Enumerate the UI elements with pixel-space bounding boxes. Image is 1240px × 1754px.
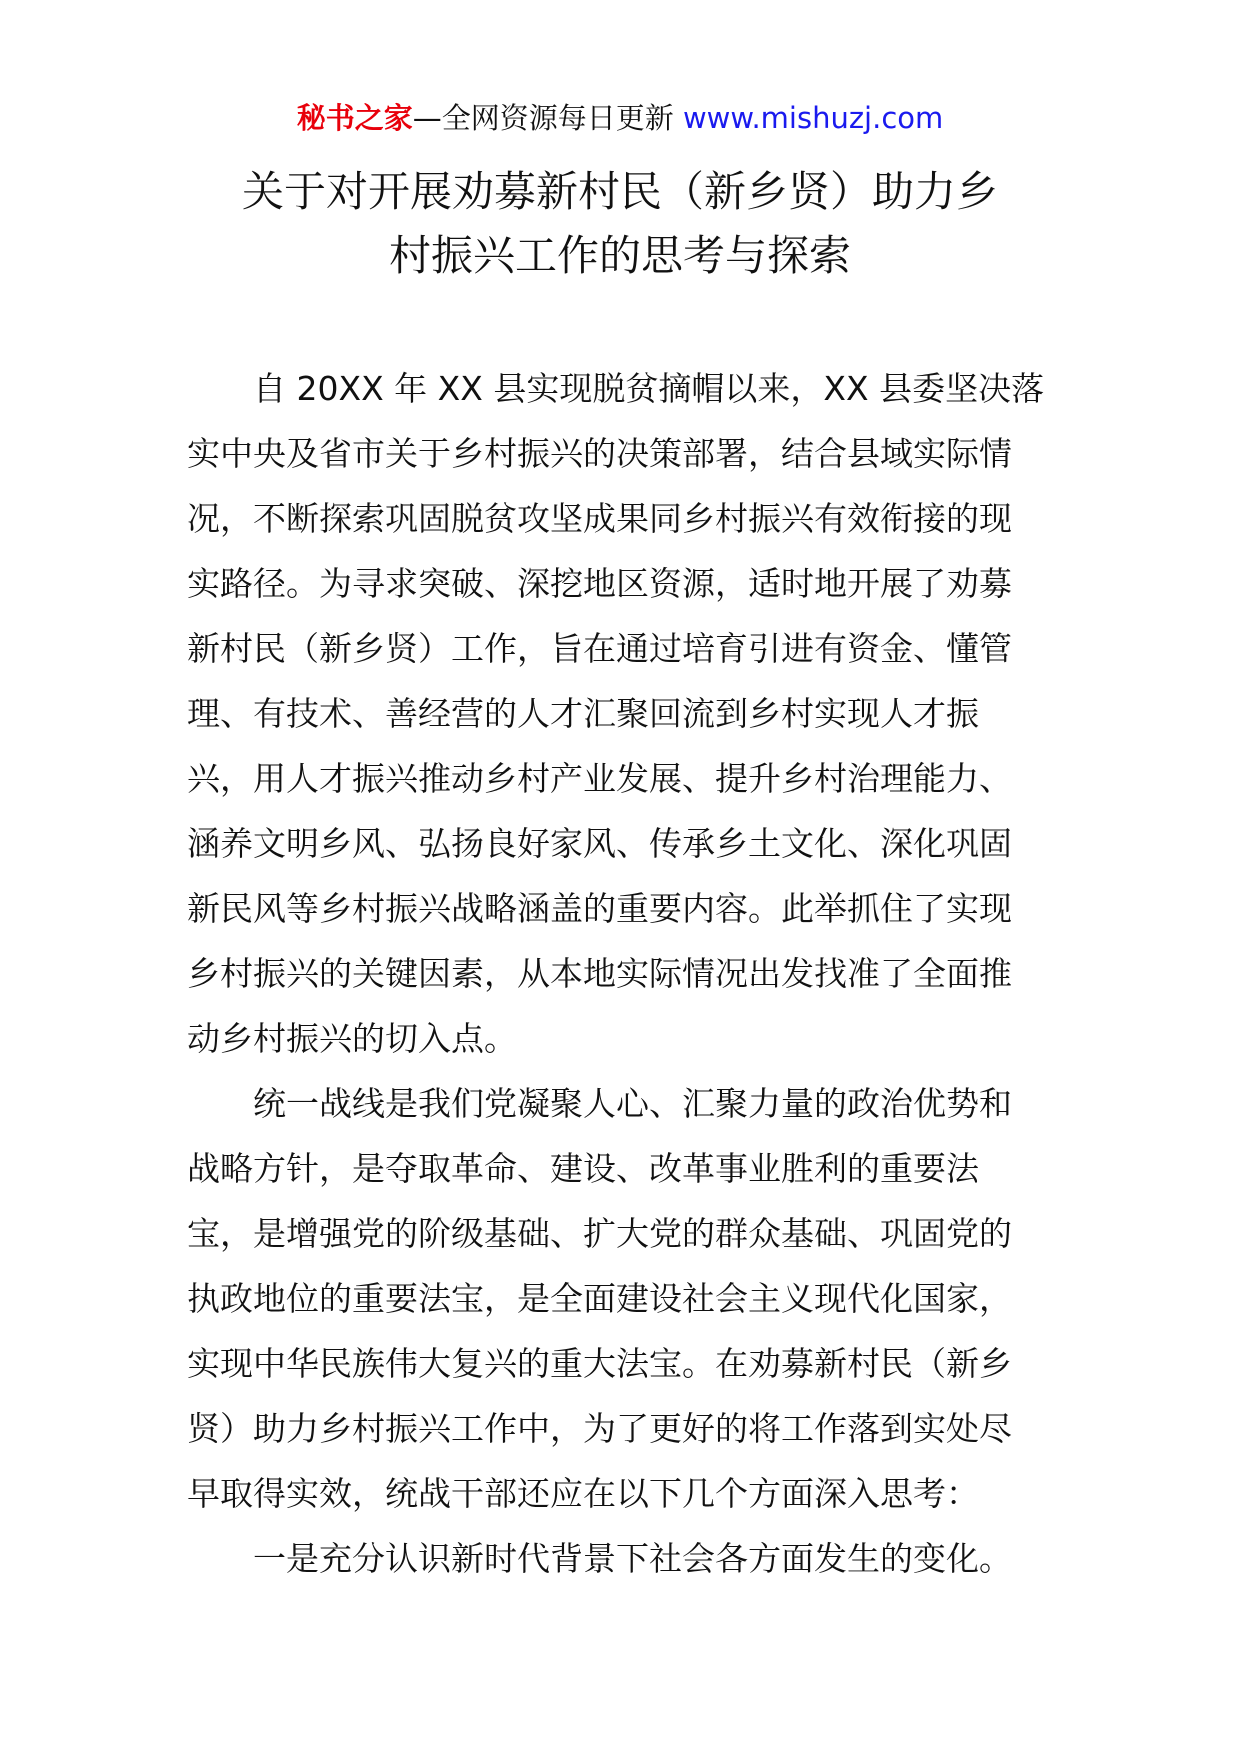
paragraph-line: 动乡村振兴的切入点。 xyxy=(187,1019,517,1058)
site-header xyxy=(0,98,1240,138)
paragraph-1 xyxy=(187,356,1053,1071)
title-line: 关于对开展劝募新村民（新乡贤）助力乡 xyxy=(241,167,998,216)
paragraph-line: 一是充分认识新时代背景下社会各方面发生的变化。 xyxy=(253,1539,1012,1578)
paragraph-line: 实现中华民族伟大复兴的重大法宝。在劝募新村民（新乡 xyxy=(187,1344,1012,1383)
site-url-link[interactable]: www.mishuzj.com xyxy=(682,101,944,135)
paragraph-line: 早取得实效，统战干部还应在以下几个方面深入思考： xyxy=(187,1474,979,1513)
paragraph-line: 统一战线是我们党凝聚人心、汇聚力量的政治优势和 xyxy=(253,1084,1012,1123)
paragraph-line: 新村民（新乡贤）工作，旨在通过培育引进有资金、懂管 xyxy=(187,629,1012,668)
title-line: 村振兴工作的思考与探索 xyxy=(388,231,851,280)
paragraph-line: 乡村振兴的关键因素，从本地实际情况出发找准了全面推 xyxy=(187,954,1012,993)
header-tagline: —全网资源每日更新 xyxy=(412,101,674,135)
paragraph-line: 战略方针，是夺取革命、建设、改革事业胜利的重要法 xyxy=(187,1149,979,1188)
brand-name: 秘书之家 xyxy=(296,101,413,135)
paragraph-line: 自 20XX 年 XX 县实现脱贫摘帽以来，XX 县委坚决落 xyxy=(253,369,1045,408)
paragraph-line: 宝，是增强党的阶级基础、扩大党的群众基础、巩固党的 xyxy=(187,1214,1012,1253)
document-title xyxy=(150,160,1090,288)
paragraph-line: 兴，用人才振兴推动乡村产业发展、提升乡村治理能力、 xyxy=(187,759,1012,798)
paragraph-2 xyxy=(187,1071,1053,1526)
paragraph-line: 新民风等乡村振兴战略涵盖的重要内容。此举抓住了实现 xyxy=(187,889,1012,928)
paragraph-line: 执政地位的重要法宝，是全面建设社会主义现代化国家， xyxy=(187,1279,1012,1318)
paragraph-line: 贤）助力乡村振兴工作中，为了更好的将工作落到实处尽 xyxy=(187,1409,1012,1448)
paragraph-3 xyxy=(187,1526,1053,1591)
paragraph-line: 实路径。为寻求突破、深挖地区资源，适时地开展了劝募 xyxy=(187,564,1012,603)
paragraph-line: 涵养文明乡风、弘扬良好家风、传承乡土文化、深化巩固 xyxy=(187,824,1012,863)
paragraph-line: 实中央及省市关于乡村振兴的决策部署，结合县域实际情 xyxy=(187,434,1012,473)
document-body xyxy=(187,356,1053,1591)
paragraph-line: 理、有技术、善经营的人才汇聚回流到乡村实现人才振 xyxy=(187,694,979,733)
paragraph-line: 况，不断探索巩固脱贫攻坚成果同乡村振兴有效衔接的现 xyxy=(187,499,1012,538)
